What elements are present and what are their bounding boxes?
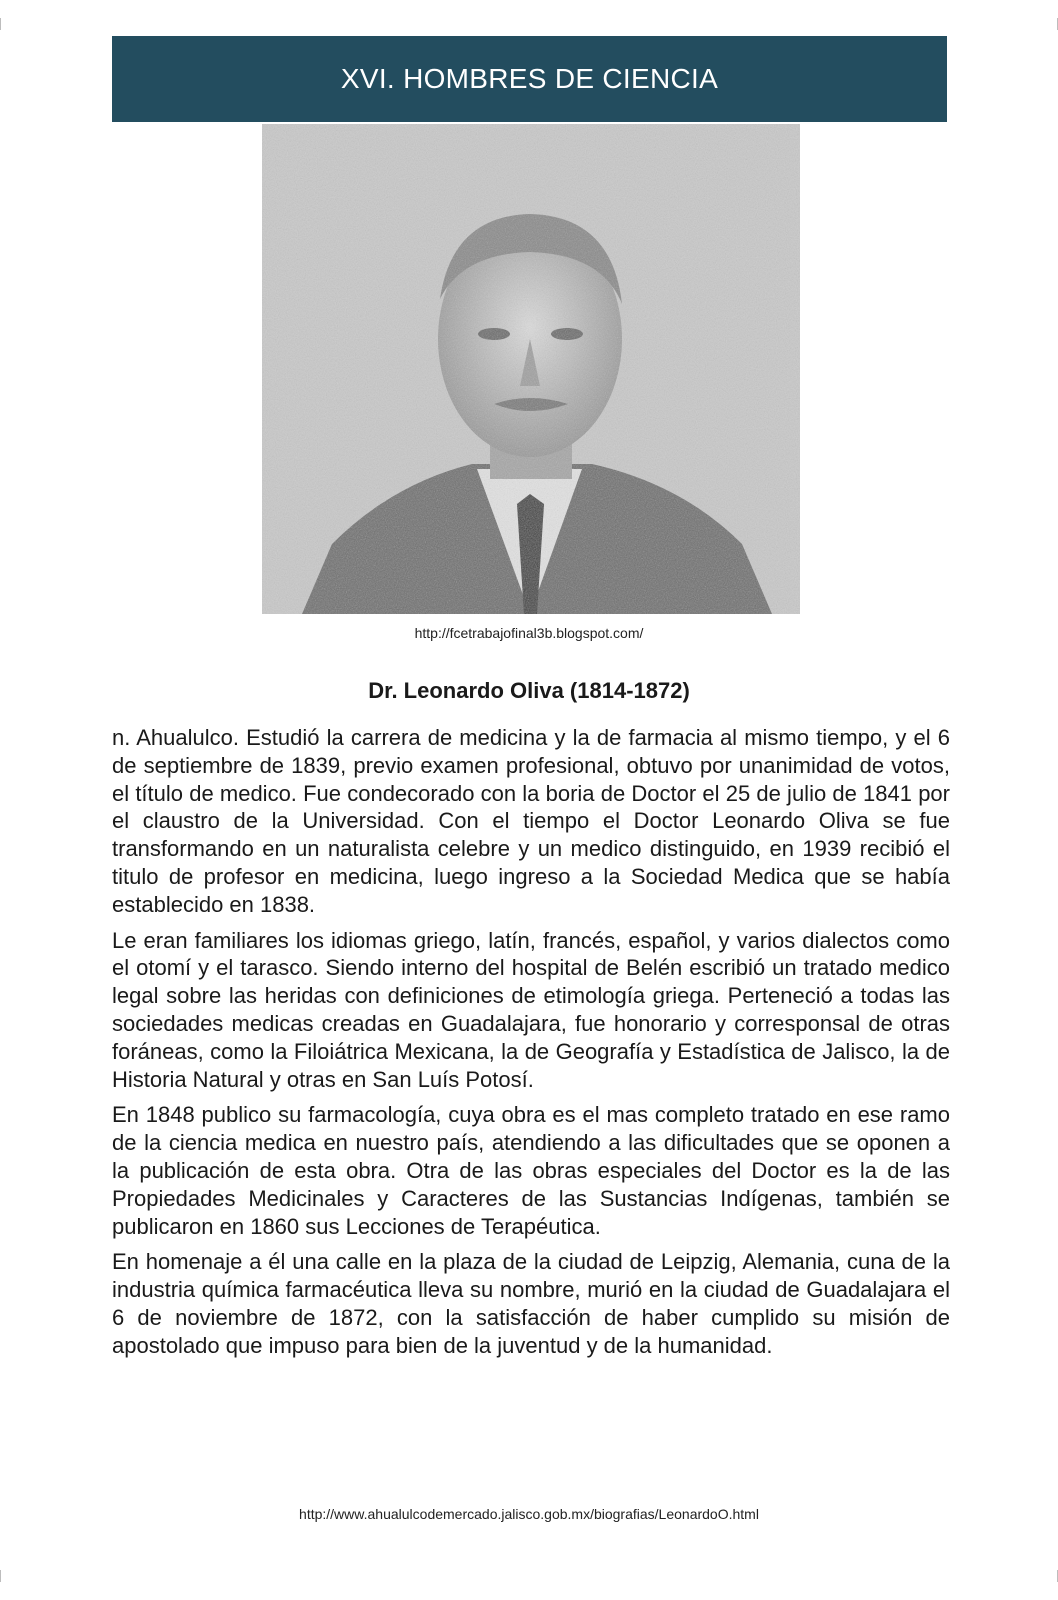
paragraph: En homenaje a él una calle en la plaza de la ciudad de Leipzig, Alemania, cuna de la industria química farmacéutica lleva su nombre, murió en la ciudad de Guadalajara el 6 de noviembre de 1872, con la satisfacción de haber cumplido su misión de apostolado que impuso para bien de la juventud y de la humanidad. [112, 1249, 950, 1358]
paragraph: n. Ahualulco. Estudió la carrera de medicina y la de farmacia al mismo tiempo, y el 6 de septiembre de 1839, previo examen profesional, obtuvo por unanimidad de votos, el título de medico. Fue condecorado con la boria de Doctor el 25 de julio de 1841 por el claustro de la Universidad. Con el tiempo el Doctor Leonardo Oliva se fue transformando en un naturalista celebre y un medico distinguido, en 1939 recibió el titulo de profesor en medicina, luego ingreso a la Sociedad Medica que se había establecido en 1838. [112, 725, 950, 917]
paragraph: Le eran familiares los idiomas griego, latín, francés, español, y varios dialectos como el otomí y el tarasco. Siendo interno del hospital de Belén escribió un tratado medico legal sobre las heridas con definiciones de etimología griega. Perteneció a todas las sociedades medicas creadas en Guadalajara, fue honorario y corresponsal de otras foráneas, como la Filoiátrica Mexicana, la de Geografía y Estadística de Jalisco, la de Historia Natural y otras en San Luís Potosí. [112, 927, 950, 1092]
crop-mark [0, 18, 1, 30]
paragraph: En 1848 publico su farmacología, cuya obra es el mas completo tratado en ese ramo de la ciencia medica en nuestro país, atendiendo a las dificultades que se oponen a la publicación de esta obra. Otra de las obras especiales del Doctor es la de las Propiedades Medicinales y Caracteres de las Sustancias Indígenas, también se publicaron en 1860 sus Lecciones de Terapéutica. [112, 1102, 950, 1239]
chapter-title: XVI. HOMBRES DE CIENCIA [340, 63, 719, 94]
article-body [112, 724, 950, 1368]
crop-mark [0, 1570, 1, 1582]
chapter-header [112, 36, 947, 122]
portrait-image [262, 124, 800, 614]
photo-source-caption: http://fcetrabajofinal3b.blogspot.com/ [414, 625, 644, 641]
footer-source-url: http://www.ahualulcodemercado.jalisco.gob.mx/biografias/LeonardoO.html [299, 1506, 759, 1522]
portrait-photo [262, 124, 800, 614]
article-title: Dr. Leonardo Oliva (1814-1872) [368, 678, 690, 703]
